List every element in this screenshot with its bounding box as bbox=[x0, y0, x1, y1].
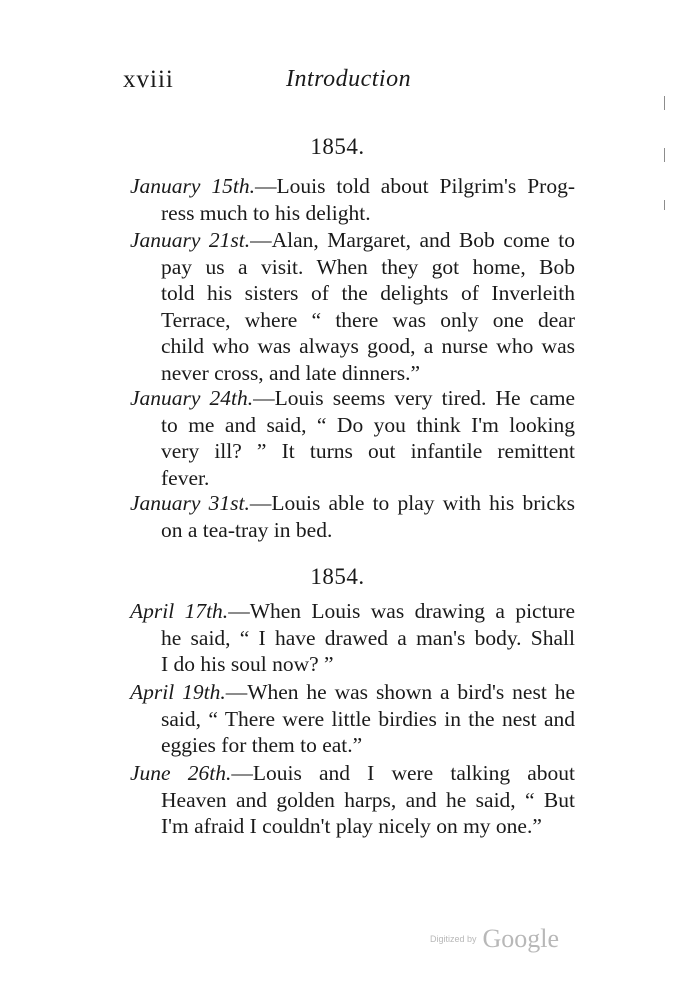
entry-line: to me and said, “ Do you think I'm looking bbox=[161, 412, 575, 437]
entry-line: Heaven and golden harps, and he said, “ But bbox=[161, 787, 575, 812]
entry-date: January 31st. bbox=[130, 491, 250, 515]
entry-date: June 26th. bbox=[130, 761, 232, 785]
entry-text: —Louis able to play with his bricks bbox=[249, 491, 575, 515]
entry-text: —Louis told about Pilgrim's Prog- bbox=[255, 174, 575, 198]
entry-line bbox=[130, 490, 575, 517]
entry-date: January 15th. bbox=[130, 174, 255, 198]
entry-line: fever. bbox=[161, 465, 210, 490]
entry-date: April 17th. bbox=[130, 599, 229, 623]
entry-line: I'm afraid I couldn't play nicely on my one.” bbox=[161, 814, 542, 838]
digitized-watermark bbox=[430, 924, 590, 956]
diary-entry bbox=[130, 173, 575, 226]
entry-date: April 19th. bbox=[130, 680, 226, 704]
entry-text: —Louis seems very tired. He came bbox=[253, 386, 575, 410]
entry-date: January 24th. bbox=[130, 386, 254, 410]
entry-line bbox=[130, 173, 575, 200]
diary-entry bbox=[130, 227, 575, 386]
diary-entry bbox=[130, 760, 575, 840]
page-header bbox=[123, 66, 543, 98]
diary-entry bbox=[130, 679, 575, 759]
entry-line: ress much to his delight. bbox=[161, 200, 371, 225]
section-year: 1854. bbox=[310, 564, 365, 589]
entry-text: —Alan, Margaret, and Bob come to bbox=[250, 228, 575, 252]
entry-line: he said, “ I have drawed a man's body. Shall bbox=[161, 625, 575, 650]
entry-text: —Louis and I were talking about bbox=[231, 761, 575, 785]
section-year: 1854. bbox=[310, 134, 365, 159]
page-number: xviii bbox=[123, 66, 174, 93]
entry-line bbox=[130, 227, 575, 254]
entry-line: eggies for them to eat.” bbox=[161, 733, 363, 757]
running-title: Introduction bbox=[286, 66, 412, 92]
entry-line bbox=[130, 760, 575, 787]
diary-entry bbox=[130, 490, 575, 543]
entry-text: —When Louis was drawing a picture bbox=[228, 599, 576, 623]
entry-line: child who was always good, a nurse who was bbox=[161, 334, 575, 358]
entry-line: very ill? ” It turns out infantile remittent bbox=[161, 439, 575, 463]
entry-line: I do his soul now? ” bbox=[161, 652, 334, 676]
entry-text: —When he was shown a bird's nest he bbox=[225, 680, 576, 704]
entry-line bbox=[130, 385, 575, 412]
entry-line: said, “ There were little birdies in the nest and bbox=[161, 706, 575, 731]
google-logo: Google bbox=[482, 924, 560, 953]
entry-line bbox=[130, 679, 575, 706]
diary-entry bbox=[130, 385, 575, 491]
entry-line: on a tea-tray in bed. bbox=[161, 517, 333, 542]
entry-line: Terrace, where “ there was only one dear bbox=[161, 307, 575, 332]
entry-line: never cross, and late dinners.” bbox=[161, 360, 421, 385]
entry-line: pay us a visit. When they got home, Bob bbox=[161, 254, 575, 279]
diary-entry bbox=[130, 598, 575, 678]
entry-line: told his sisters of the delights of Inverleith bbox=[161, 281, 575, 305]
watermark-prefix: Digitized by bbox=[430, 934, 477, 944]
entry-date: January 21st. bbox=[130, 228, 251, 252]
entry-line bbox=[130, 598, 575, 625]
